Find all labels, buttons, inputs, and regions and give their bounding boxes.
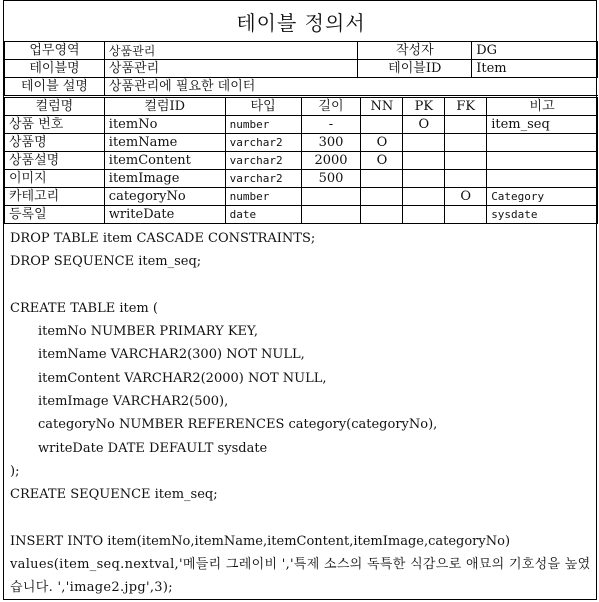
cell-pk [403, 134, 445, 152]
sql-line: categoryNo NUMBER REFERENCES category(categoryNo), [38, 417, 438, 433]
cell-fk [445, 170, 487, 188]
cell-type: number [225, 116, 301, 134]
cell-name: 카테고리 [5, 188, 105, 206]
meta-label: 테이블 설명 [5, 78, 105, 96]
cell-nn [361, 188, 403, 206]
cell-note [487, 152, 598, 170]
header-note: 비고 [487, 98, 598, 116]
cell-type: varchar2 [225, 134, 301, 152]
meta-value: DG [472, 42, 598, 60]
table-row [5, 206, 598, 224]
table-row [5, 134, 598, 152]
cell-type: number [225, 188, 301, 206]
meta-label: 업무영역 [5, 42, 105, 60]
sql-line: ); [10, 463, 20, 479]
sql-script [10, 227, 592, 600]
header-pk: PK [403, 98, 445, 116]
cell-id: writeDate [104, 206, 225, 224]
cell-note: sysdate [487, 206, 598, 224]
cell-nn [361, 116, 403, 134]
cell-pk [403, 152, 445, 170]
header-id: 컬럼ID [104, 98, 225, 116]
cell-name: 이미지 [5, 170, 105, 188]
cell-length: 500 [301, 170, 361, 188]
table-row [5, 152, 598, 170]
sql-line: DROP SEQUENCE item_seq; [10, 254, 202, 270]
cell-note [487, 134, 598, 152]
cell-note [487, 170, 598, 188]
meta-row [5, 60, 598, 78]
meta-table [4, 41, 598, 96]
cell-name: 상품 번호 [5, 116, 105, 134]
meta-label: 테이블ID [358, 60, 472, 78]
header-name: 컬럼명 [5, 98, 105, 116]
sql-line: itemContent VARCHAR2(2000) NOT NULL, [38, 370, 327, 386]
cell-id: itemImage [104, 170, 225, 188]
cell-nn [361, 206, 403, 224]
cell-length: 300 [301, 134, 361, 152]
header-fk: FK [445, 98, 487, 116]
cell-pk [403, 188, 445, 206]
cell-name: 상품설명 [5, 152, 105, 170]
meta-value: 상품관리 [104, 60, 357, 78]
cell-id: itemName [104, 134, 225, 152]
cell-type: varchar2 [225, 170, 301, 188]
table-row [5, 170, 598, 188]
sql-line: itemName VARCHAR2(300) NOT NULL, [38, 347, 305, 363]
cell-nn: O [361, 152, 403, 170]
sql-blank-line [10, 507, 592, 530]
document-title: 테이블 정의서 [4, 1, 598, 42]
header-nn: NN [361, 98, 403, 116]
table-definition-document [3, 0, 597, 600]
cell-name: 등록일 [5, 206, 105, 224]
meta-row [5, 42, 598, 60]
meta-value: Item [472, 60, 598, 78]
meta-value: 상품관리에 필요한 데이터 [104, 78, 597, 96]
columns-header-row [5, 98, 598, 116]
cell-nn [361, 170, 403, 188]
cell-pk: O [403, 116, 445, 134]
cell-fk [445, 116, 487, 134]
cell-fk [445, 134, 487, 152]
table-row [5, 116, 598, 134]
cell-id: itemContent [104, 152, 225, 170]
table-row [5, 188, 598, 206]
columns-table [4, 97, 598, 224]
cell-name: 상품명 [5, 134, 105, 152]
cell-fk [445, 206, 487, 224]
sql-line: INSERT INTO item(itemNo,itemName,itemContent,itemImage,categoryNo) [10, 533, 511, 549]
sql-blank-line [10, 274, 592, 297]
cell-type: varchar2 [225, 152, 301, 170]
cell-id: itemNo [104, 116, 225, 134]
cell-length [301, 206, 361, 224]
cell-length: 2000 [301, 152, 361, 170]
cell-type: date [225, 206, 301, 224]
sql-line: CREATE TABLE item ( [10, 300, 158, 316]
header-type: 타입 [225, 98, 301, 116]
cell-length [301, 188, 361, 206]
cell-fk [445, 152, 487, 170]
meta-label: 작성자 [358, 42, 472, 60]
cell-pk [403, 170, 445, 188]
sql-line: itemNo NUMBER PRIMARY KEY, [38, 324, 259, 340]
meta-row [5, 78, 598, 96]
meta-value: 상품관리 [104, 42, 357, 60]
cell-fk: O [445, 188, 487, 206]
cell-note: item_seq [487, 116, 598, 134]
cell-id: categoryNo [104, 188, 225, 206]
header-length: 길이 [301, 98, 361, 116]
sql-line: writeDate DATE DEFAULT sysdate [38, 440, 268, 456]
sql-line: CREATE SEQUENCE item_seq; [10, 487, 218, 503]
cell-nn: O [361, 134, 403, 152]
cell-length: - [301, 116, 361, 134]
sql-line: DROP TABLE item CASCADE CONSTRAINTS; [10, 231, 316, 246]
cell-note: Category [487, 188, 598, 206]
sql-line: values(item_seq.nextval,'메들리 그레이비 ','특제 소스의 독특한 식감으로 애묘의 기호성을 높였습니다. ','image2.jpg',3); [10, 557, 591, 596]
cell-pk [403, 206, 445, 224]
sql-line: itemImage VARCHAR2(500), [38, 394, 229, 410]
meta-label: 테이블명 [5, 60, 105, 78]
